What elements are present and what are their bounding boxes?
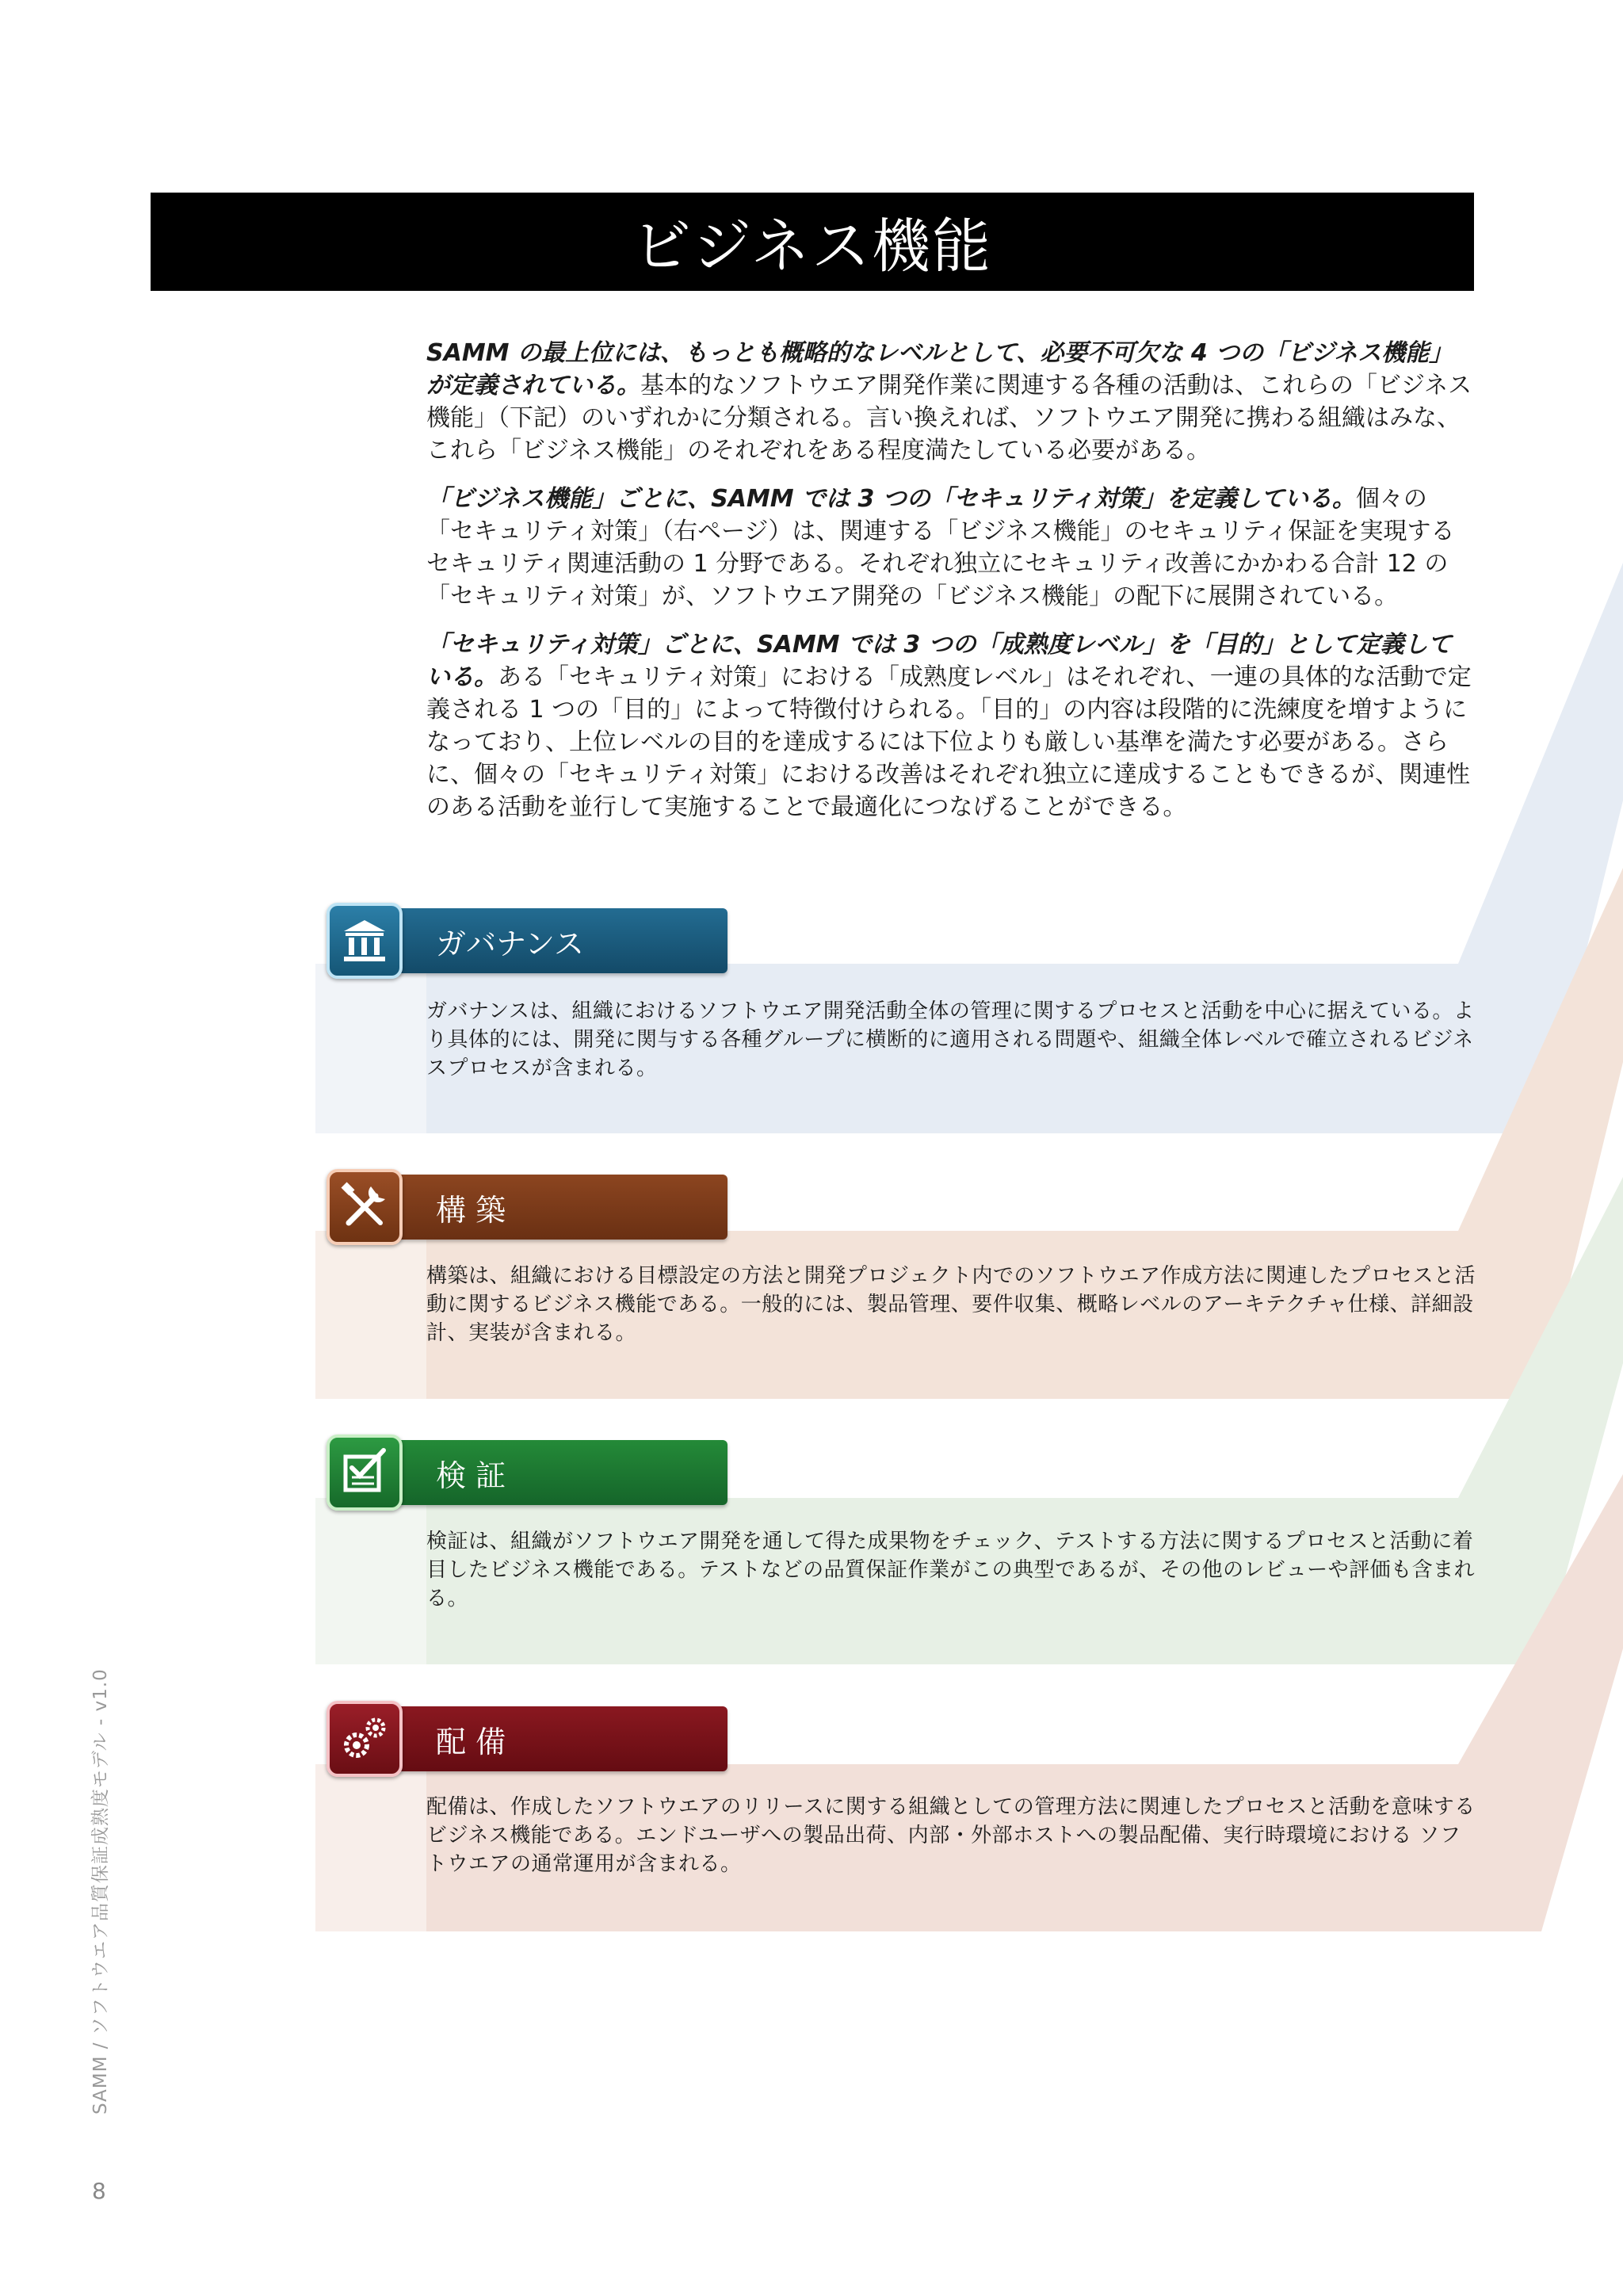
- section-header-verification: [395, 1440, 727, 1505]
- section-title: 構 築: [436, 1192, 506, 1228]
- gears-icon: [338, 1712, 391, 1766]
- page-number: 8: [92, 2178, 106, 2204]
- construction-icon-box: [327, 1169, 403, 1245]
- intro-text: [426, 337, 1474, 839]
- intro-lead: 「セキュリティ対策」ごとに、SAMM では 3 つの「成熟度レベル」を「目的」として定義している。: [426, 631, 1452, 691]
- intro-body: 基本的なソフトウエア開発作業に関連する各種の活動は、これらの「ビジネス機能」（下記）のいずれかに分類される。言い換えれば、ソフトウエア開発に携わる組織はみな、これら「ビジネス機能」のそれぞれをある程度満たしている必要がある。: [426, 372, 1472, 464]
- intro-lead: 「ビジネス機能」ごとに、SAMM では 3 つの「セキュリティ対策」を定義している。: [426, 485, 1356, 513]
- intro-body: 個々の「セキュリティ対策」（右ページ）は、関連する「ビジネス機能」のセキュリティ保証を実現するセキュリティ関連活動の 1 分野である。それぞれ独立にセキュリティ改善にかかわる合計 12 の「セキュリティ対策」が、ソフトウエア開発の「ビジネス機能」の配下に展開されている。: [426, 485, 1455, 610]
- section-body-governance: ガバナンスは、組織におけるソフトウエア開発活動全体の管理に関するプロセスと活動を中心に据えている。より具体的には、開発に関与する各種グループに横断的に適用される問題や、組織全体レベルで確立されるビジネスプロセスが含まれる。: [426, 999, 1475, 1080]
- checkbox-icon: [338, 1446, 391, 1499]
- pillars-icon: [338, 914, 391, 968]
- intro-lead: SAMM の最上位には、もっとも概略的なレベルとして、必要不可欠な 4 つの「ビジネス機能」が定義されている。: [426, 339, 1453, 399]
- band-deployment-left: [315, 1764, 426, 1931]
- band-construction-left: [315, 1231, 426, 1399]
- intro-paragraph: [426, 483, 1474, 613]
- governance-icon-box: [327, 903, 403, 979]
- section-title: 検 証: [436, 1457, 506, 1493]
- deployment-icon-box: [327, 1701, 403, 1777]
- tools-icon: [338, 1180, 391, 1234]
- section-body-deployment: 配備は、作成したソフトウエアのリリースに関する組織としての管理方法に関連したプロセスと活動を意味するビジネス機能である。エンドユーザへの製品出荷、内部・外部ホストへの製品配備、実行時環境における ソフトウエアの通常運用が含まれる。: [426, 1795, 1476, 1876]
- verification-icon-box: [327, 1435, 403, 1511]
- section-header-governance: [395, 908, 727, 973]
- section-header-deployment: [395, 1706, 727, 1771]
- section-title: ガバナンス: [436, 926, 584, 961]
- page-title: ビジネス機能: [151, 193, 1474, 291]
- band-verification-left: [315, 1498, 426, 1664]
- section-body-construction: 構築は、組織における目標設定の方法と開発プロジェクト内でのソフトウエア作成方法に関連したプロセスと活動に関するビジネス機能である。一般的には、製品管理、要件収集、概略レベルのアーキテクチャ仕様、詳細設計、実装が含まれる。: [426, 1264, 1476, 1345]
- section-body-verification: 検証は、組織がソフトウエア開発を通して得た成果物をチェック、テストする方法に関するプロセスと活動に着目したビジネス機能である。テストなどの品質保証作業がこの典型であるが、その他のレビューや評価も含まれる。: [426, 1530, 1476, 1610]
- section-title: 配 備: [436, 1724, 506, 1759]
- side-label: SAMM / ソフトウエア品質保証成熟度モデル - v1.0: [90, 1668, 111, 2115]
- intro-paragraph: [426, 337, 1474, 467]
- intro-body: ある「セキュリティ対策」における「成熟度レベル」はそれぞれ、一連の具体的な活動で定義される 1 つの「目的」によって特徴付けられる。「目的」の内容は段階的に洗練度を増すようになっており、上位レベルの目的を達成するには下位よりも厳しい基準を満たす必要がある。さらに、個々の「セキュリティ対策」における改善はそれぞれ独立に達成することもできるが、関連性のある活動を並行して実施することで最適化につなげることができる。: [426, 663, 1472, 821]
- intro-paragraph: [426, 628, 1474, 823]
- band-governance-left: [315, 964, 426, 1133]
- section-header-construction: [395, 1175, 727, 1240]
